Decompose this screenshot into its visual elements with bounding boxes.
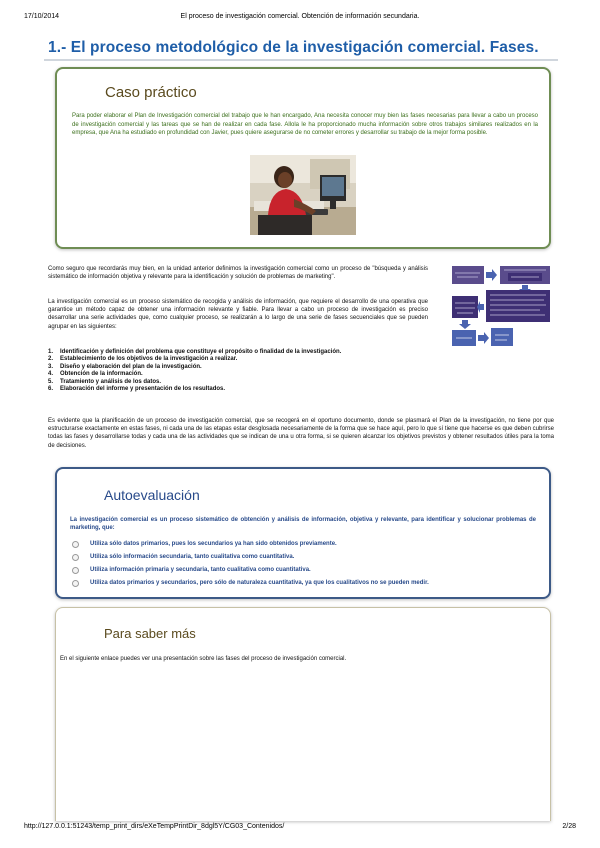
case-study-text: Para poder elaborar el Plan de Investigación comercial del trabajo que le han encargado, Ana necesita conocer muy bien las fases necesarias para llevar a cabo un proceso de investigación comercial y las tareas que se han de realizar en cada fase. Allola le ha proporcionado mucha información sobre otros trabajos similares realizados en la empresa, que Ana ha estudiado en profundidad con Javier, pues quiere asegurarse de no cometer errores y desarrollar su trabajo de la mejor forma posible. [72, 113, 538, 137]
footer-page-number: 2/28 [562, 823, 576, 830]
radio-button[interactable] [72, 541, 79, 548]
answer-option-1[interactable] [72, 539, 337, 549]
radio-button[interactable] [72, 580, 79, 587]
case-study-photo [250, 155, 356, 235]
list-item: 1. Identificación y definición del problema que constituye el propósito o finalidad de la investigación. [48, 349, 342, 355]
conclusion-paragraph: Es evidente que la planificación de un proceso de investigación comercial, que se recogerá en el oportuno documento, donde se plasmará el Plan de la investigación, no tiene por que estructurarse exactamente en estas fases, ni cada una de las etapas estar desglosada necesariamente de la forma que se hace aquí, pero lo que sí tiene que hacerse es que deben cubrirse todas las fases y desarrollarse todas y cada una de las actividades que se indican de una u otra forma, si se quieren alcanzar los objetivos previstos y obtener resultados útiles para la toma de decisiones. [48, 418, 554, 449]
radio-button[interactable] [72, 554, 79, 561]
phases-list [48, 349, 428, 393]
more-info-title: Para saber más [104, 626, 196, 641]
page-title: 1.- El proceso metodológico de la investigación comercial. Fases. [48, 39, 539, 56]
footer-url: http://127.0.0.1:51243/temp_print_dirs/eXeTempPrintDir_8dgl5Y/CG03_Contenidos/ [24, 823, 285, 830]
header-doc-title: El proceso de investigación comercial. Obtención de información secundaria. [180, 13, 420, 20]
list-item: 3. Diseño y elaboración del plan de la investigación. [48, 363, 202, 370]
radio-button[interactable] [72, 567, 79, 574]
case-study-title: Caso práctico [105, 84, 197, 101]
answer-option-4[interactable] [72, 578, 429, 588]
answer-option-3[interactable] [72, 565, 311, 575]
list-item: 4. Obtención de la información. [48, 371, 143, 378]
list-item: 5. Tratamiento y análisis de los datos. [48, 378, 162, 385]
self-eval-title: Autoevaluación [104, 487, 200, 503]
answer-option-2[interactable] [72, 552, 294, 562]
title-divider [44, 59, 558, 61]
phases-diagram [450, 264, 554, 348]
list-item: 6. Elaboración del informe y presentación de los resultados. [48, 386, 226, 393]
intro-paragraph: Como seguro que recordarás muy bien, en la unidad anterior definimos la investigación comercial como un proceso de "búsqueda y análisis sistemático de información objetiva y relevante para la identificación y solución de problemas de marketing". [48, 266, 428, 281]
list-item: 2. Establecimiento de los objetivos de la investigación a realizar. [48, 356, 238, 363]
process-paragraph: La investigación comercial es un proceso sistemático de recogida y análisis de información, que requiere el desarrollo de una operativa que garantice un método capaz de obtener una información relevante y fiable. Para llevar a cabo un proceso de investigación es preciso desarrollar una serie actividades que, como cualquier proceso, se realizarán a lo largo de una serie de fases secuenciales que se pueden agrupar en las siguientes: [48, 299, 428, 330]
answer-label: Utiliza datos primarios y secundarios, pero sólo de naturaleza cuantitativa, ya que los cualitativos no se pueden medir. [90, 580, 429, 586]
self-eval-question: La investigación comercial es un proceso sistemático de obtención y análisis de información, objetiva y relevante, para identificar y solucionar problemas de marketing, que: [70, 517, 536, 531]
answer-label: Utiliza sólo datos primarios, pues los secundarios ya han sido obtenidos previamente. [90, 541, 337, 547]
more-info-text: En el siguiente enlace puedes ver una presentación sobre las fases del proceso de investigación comercial. [60, 656, 347, 662]
header-date: 17/10/2014 [24, 13, 60, 20]
answer-label: Utiliza sólo información secundaria, tanto cualitativa como cuantitativa. [90, 554, 295, 560]
answer-label: Utiliza información primaria y secundaria, tanto cualitativa como cuantitativa. [90, 567, 311, 573]
